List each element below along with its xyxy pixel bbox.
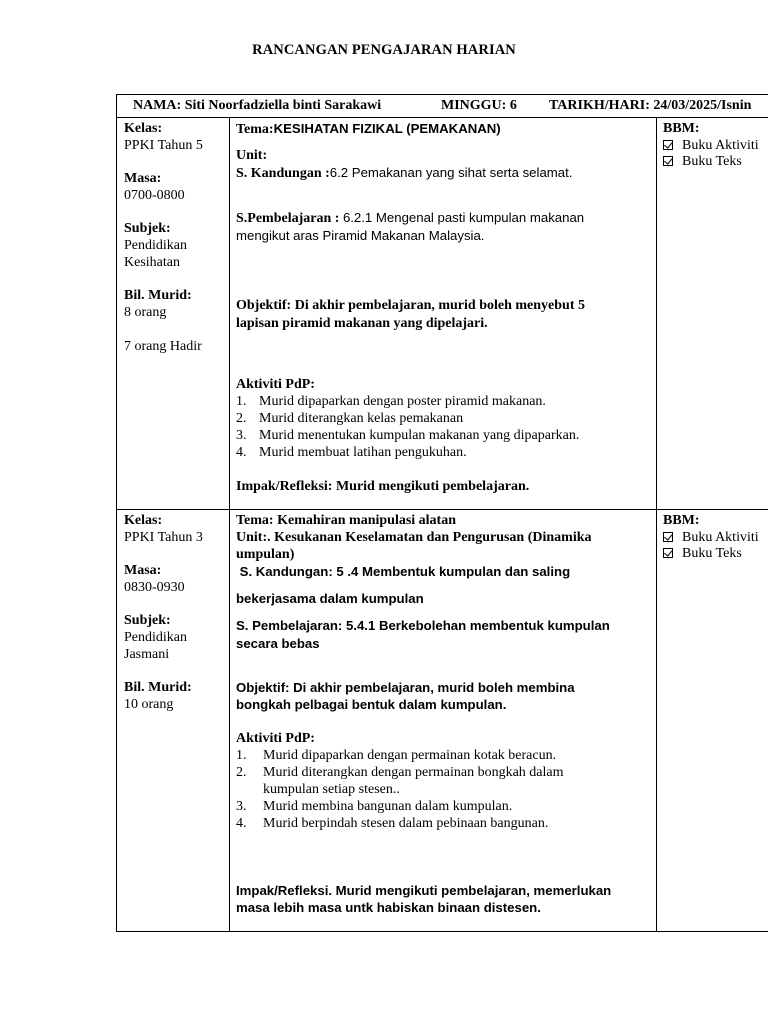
sk-line2: bekerjasama dalam kumpulan bbox=[236, 591, 424, 606]
teacher-name: NAMA: Siti Noorfadziella binti Sarakawi bbox=[133, 98, 382, 113]
impak-line1: Impak/Refleksi. Murid mengikuti pembelajaran, memerlukan bbox=[236, 883, 612, 898]
subjek-label: Subjek: bbox=[124, 221, 171, 236]
impak-line2: masa lebih masa untk habiskan binaan distesen. bbox=[236, 900, 541, 915]
lesson-plan-table bbox=[116, 94, 768, 932]
bil-murid-value: 8 orang bbox=[124, 305, 167, 320]
tema-value: KESIHATAN FIZIKAL (PEMAKANAN) bbox=[273, 121, 501, 136]
sp-line1 bbox=[236, 209, 584, 227]
checkbox-checked-icon bbox=[663, 140, 673, 150]
subjek-value-line1: Pendidikan bbox=[124, 238, 187, 253]
list-item: 3. Murid membina bangunan dalam kumpulan. bbox=[236, 799, 513, 814]
lesson2-content-cell bbox=[236, 512, 654, 927]
sp-value-line2: mengikut aras Piramid Makanan Malaysia. bbox=[236, 228, 485, 243]
kelas-label: Kelas: bbox=[124, 513, 163, 528]
bil-murid-value: 10 orang bbox=[124, 697, 174, 712]
lesson1-content-cell bbox=[236, 120, 654, 505]
bbm-label: BBM: bbox=[663, 121, 700, 136]
masa-value: 0830-0930 bbox=[124, 580, 185, 595]
objektif-line2: bongkah pelbagai bentuk dalam kumpulan. bbox=[236, 697, 507, 712]
lesson2-bbm-cell bbox=[663, 512, 768, 927]
bbm-item: Buku Aktiviti bbox=[663, 529, 759, 546]
bil-murid-label: Bil. Murid: bbox=[124, 288, 192, 303]
checkbox-checked-icon bbox=[663, 548, 673, 558]
list-item: kumpulan setiap stesen.. bbox=[263, 782, 400, 797]
subjek-value-line2: Jasmani bbox=[124, 647, 170, 662]
kelas-value: PPKI Tahun 3 bbox=[124, 530, 203, 545]
sp-label: S.Pembelajaran : bbox=[236, 211, 343, 226]
masa-value: 0700-0800 bbox=[124, 188, 185, 203]
bbm-item: Buku Aktiviti bbox=[663, 137, 759, 154]
list-item: 2. Murid diterangkan kelas pemakanan bbox=[236, 411, 464, 426]
unit-label: Unit: bbox=[236, 148, 268, 163]
subjek-value-line2: Kesihatan bbox=[124, 255, 180, 270]
bbm-item: Buku Teks bbox=[663, 153, 742, 170]
lesson1-info-cell bbox=[124, 120, 228, 505]
checkbox-checked-icon bbox=[663, 532, 673, 542]
objektif-line1: Objektif: Di akhir pembelajaran, murid boleh membina bbox=[236, 680, 575, 695]
list-item: 3. Murid menentukan kumpulan makanan yang dipaparkan. bbox=[236, 428, 580, 443]
list-item: 4. Murid berpindah stesen dalam pebinaan bangunan. bbox=[236, 816, 549, 831]
sp-line1: S. Pembelajaran: 5.4.1 Berkebolehan membentuk kumpulan bbox=[236, 618, 610, 633]
attendance: 7 orang Hadir bbox=[124, 339, 202, 354]
week: MINGGU: 6 bbox=[441, 98, 517, 113]
tema-label: Tema: bbox=[236, 122, 274, 137]
date-day: TARIKH/HARI: 24/03/2025/Isnin bbox=[549, 98, 752, 113]
kelas-label: Kelas: bbox=[124, 121, 163, 136]
tema-line: Tema: Kemahiran manipulasi alatan bbox=[236, 513, 457, 528]
lesson2-info-cell bbox=[124, 512, 228, 927]
bbm-label: BBM: bbox=[663, 513, 700, 528]
column-divider-2 bbox=[656, 118, 657, 931]
aktiviti-label: Aktiviti PdP: bbox=[236, 377, 315, 392]
lesson1-bbm-cell bbox=[663, 120, 768, 505]
unit-line2: umpulan) bbox=[236, 547, 295, 562]
aktiviti-label: Aktiviti PdP: bbox=[236, 731, 315, 746]
list-item: 1. Murid dipaparkan dengan permainan kotak beracun. bbox=[236, 748, 557, 763]
bil-murid-label: Bil. Murid: bbox=[124, 680, 192, 695]
objektif-line2: lapisan piramid makanan yang dipelajari. bbox=[236, 316, 488, 331]
impak-refleksi: Impak/Refleksi: Murid mengikuti pembelajaran. bbox=[236, 479, 530, 494]
sk-line bbox=[236, 164, 572, 182]
subjek-label: Subjek: bbox=[124, 613, 171, 628]
sp-line2: secara bebas bbox=[236, 636, 320, 651]
sk-line1: S. Kandungan: 5 .4 Membentuk kumpulan dan saling bbox=[236, 564, 571, 579]
header-row bbox=[117, 95, 768, 118]
unit-line1: Unit:. Kesukanan Keselamatan dan Pengurusan (Dinamika bbox=[236, 530, 592, 545]
tema-line bbox=[236, 120, 501, 138]
subjek-value-line1: Pendidikan bbox=[124, 630, 187, 645]
list-item: 1. Murid dipaparkan dengan poster piramid makanan. bbox=[236, 394, 546, 409]
objektif-line1: Objektif: Di akhir pembelajaran, murid boleh menyebut 5 bbox=[236, 298, 585, 313]
list-item: 2. Murid diterangkan dengan permainan bongkah dalam bbox=[236, 765, 564, 780]
kelas-value: PPKI Tahun 5 bbox=[124, 138, 203, 153]
masa-label: Masa: bbox=[124, 171, 162, 186]
masa-label: Masa: bbox=[124, 563, 162, 578]
sp-value-line1: 6.2.1 Mengenal pasti kumpulan makanan bbox=[342, 210, 585, 225]
row-divider bbox=[117, 509, 768, 510]
sk-label: S. Kandungan : bbox=[236, 166, 330, 181]
column-divider-1 bbox=[229, 118, 230, 931]
list-item: 4. Murid membuat latihan pengukuhan. bbox=[236, 445, 467, 460]
page-title: RANCANGAN PENGAJARAN HARIAN bbox=[252, 42, 516, 58]
sk-value: 6.2 Pemakanan yang sihat serta selamat. bbox=[329, 165, 573, 180]
checkbox-checked-icon bbox=[663, 156, 673, 166]
bbm-item: Buku Teks bbox=[663, 545, 742, 562]
